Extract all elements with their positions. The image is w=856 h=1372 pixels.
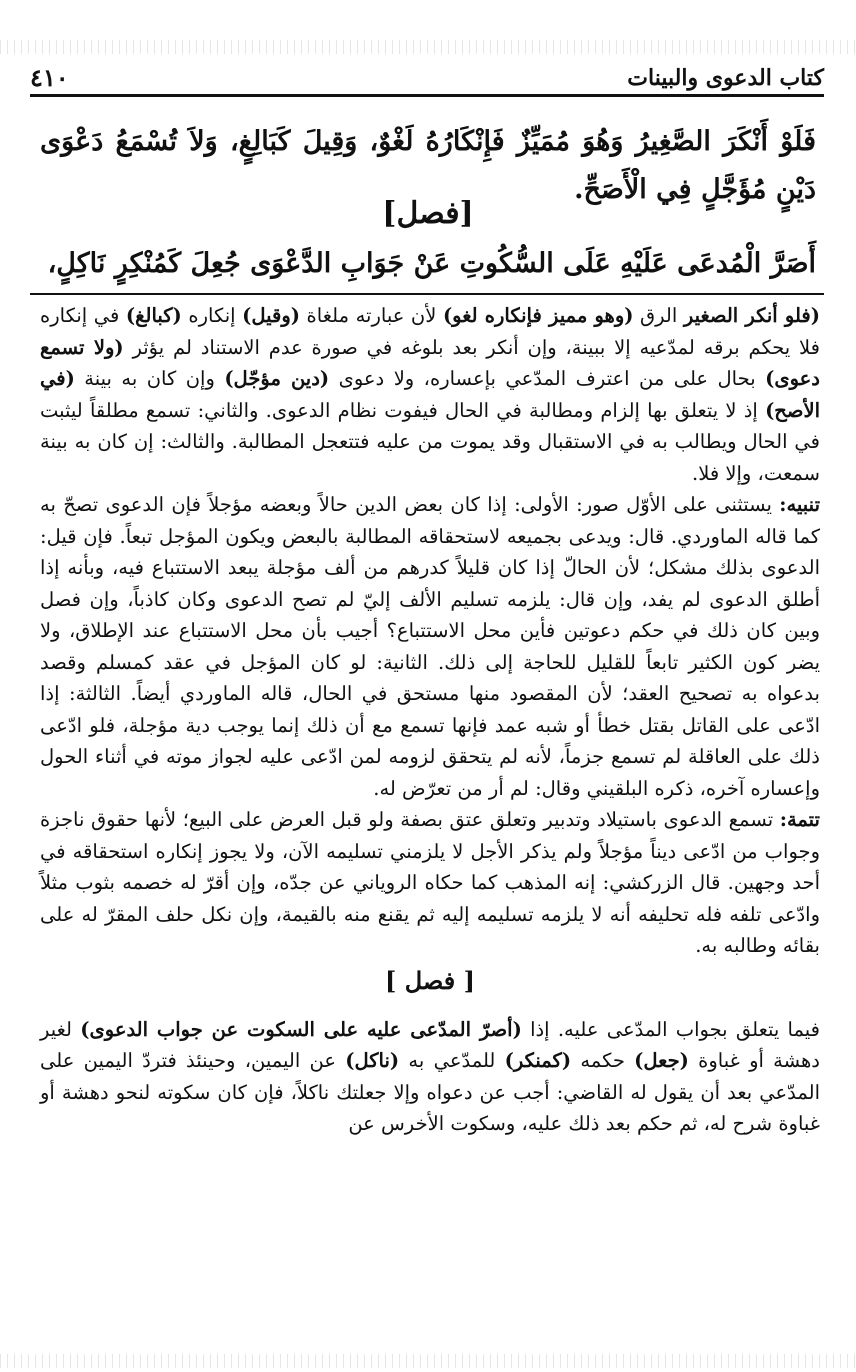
text-segment: يستثنى على الأوّل صور: الأولى: إذا كان بعض الدين حالاً وبعضه مؤجلاً فإن الدعوى تصحّ به كما قاله الماوردي. قال: ويدعى بجميعه لاستحقاقه المطالبة بالبعض ويكون المؤجل تبعاً. فإن قيل: الدعوى بذلك مشكل؛ لأن الحالّ إذا كان قليلاً كدرهم من ألف مؤجلة يبعد الاستتباع فيه، وبأنه إذا أطلق الدعوى لم يفد، وإن قال: يلزمه تسليم الألف إليّ لم تصح الدعوى وكان كاذباً، وإن فصل وبين كان ذلك في حكم دعوتين فأين محل الاستتباع؟ أجيب بأن محل الاستتباع عند الإطلاق، ولا يضر كون الكثير تابعاً للقليل للحاجة إلى ذلك. الثانية: لو كان المؤجل في عقد كمسلم وقصد بدعواه به تصحيح العقد؛ لأن المقصود منها مستحق في الحال، قاله الماوردي أيضاً. الثالثة: إذا ادّعى على القاتل بقتل خطأ أو شبه عمد فإنها تسمع مع أن ذلك إنما يوجب دية مؤجلة، فلو ادّعى ذلك على العاقلة لم تسمع جزماً، لأنه لم يتحقق لزومه لمن ادّعى عليه لجواز موته في أثناء الحول وإعساره آخره، ذكره البلقيني وقال: لم أر من تعرّض له. [40, 493, 820, 800]
commentary-paragraph-4 [40, 1014, 820, 1140]
spacer [40, 1000, 820, 1014]
text-segment: وإن كان به بينة [74, 367, 225, 390]
bold-segment: (كبالغ) [125, 304, 182, 327]
text-segment: الرق [633, 304, 684, 327]
bold-segment: تنبيه: [779, 493, 820, 516]
page-number: ٤١٠ [30, 63, 69, 92]
text-segment: فيما يتعلق بجواب المدّعى عليه. إذا [521, 1017, 820, 1041]
bold-segment: (دين مؤجّل) [224, 367, 330, 390]
text-segment: لغير دهشة أو غباوة [40, 1017, 820, 1072]
bold-segment: (ولا تسمع دعوى) [40, 335, 820, 390]
bold-segment: (فلو أنكر الصغير [683, 304, 820, 327]
text-segment: للمدّعي به [399, 1049, 505, 1072]
text-segment: لأن عبارته ملغاة [299, 304, 443, 327]
bold-segment: (أصرّ المدّعى عليه على السكوت عن جواب الدعوى) [80, 1017, 522, 1041]
fasl-subheading: [ فصل ] [385, 965, 475, 995]
page-header [30, 60, 824, 97]
scan-noise-top [0, 40, 856, 54]
text-segment: حكمه [571, 1049, 635, 1072]
bold-segment: (وهو مميز فإنكاره لغو) [442, 304, 634, 327]
commentary-paragraph-2 [40, 489, 820, 804]
text-segment: تسمع الدعوى باستيلاد وتدبير وتعلق عتق بصفة ولو قبل العرض على البيع؛ لأنها حقوق ناجزة وجواب من ادّعى ديناً مؤجلاً ولم يذكر الأجل لا يلزمني تسليمه الآن، ولا يجوز إنكاره استحقاقه في أحد وجهين. قال الزركشي: إنه المذهب كما حكاه الروياني عن جدّه، وإن أقرّ له خصمه بثوب مثلاً وادّعى تلفه فله تحليفه أنه لا يلزمه تسليمه إليه ثم يقنع منه بالقيمة، وإن نكل حلف المقرّ له على بقائه وطالبه به. [40, 808, 820, 957]
text-segment: إنكاره [181, 304, 243, 327]
scan-noise-bottom [0, 1354, 856, 1368]
matn-text-1: فَلَوْ أَنْكَرَ الصَّغِيرُ وَهُوَ مُمَيِّزٌ فَإِنْكَارُهُ لَغْوٌ، وَقِيلَ كَبَالِغٍ، وَلاَ تُسْمَعُ دَعْوَى دَيْنٍ مُؤَجَّلٍ فِي الْأَصَحِّ. [40, 126, 816, 205]
commentary-paragraph-3 [40, 804, 820, 962]
bold-segment: (في الأصح) [40, 367, 820, 422]
commentary-paragraph-1 [40, 300, 820, 489]
commentary [40, 300, 820, 1140]
bold-segment: تتمة: [779, 808, 820, 831]
text-segment: بحال على من اعترف المدّعي بإعساره، ولا دعوى [329, 367, 766, 390]
bold-segment: (جعل) [634, 1049, 689, 1072]
text-segment: إذ لا يتعلق بها إلزام ومطالبة في الحال فيفوت نظام الدعوى. والثاني: تسمع مطلقاً ليثبت في الحال ويطالب به في الاستقبال وقد يموت من عليه فتتعجل المطالبة. والثالث: إن كان به بينة سمعت، وإلا فلا. [40, 398, 820, 485]
text-segment: عن اليمين، وحينئذ فتردّ اليمين على المدّعي بعد أن يقول له القاضي: أجب عن دعواه وإلا جعلتك ناكلاً، فإن كان سكوته لنحو دهشة أو غباوة شرح له، ثم حكم بعد ذلك عليه، وسكوت الأخرس عن [40, 1049, 820, 1135]
bold-segment: (كمنكر) [504, 1049, 572, 1072]
bold-segment: (وقيل) [242, 304, 300, 327]
fasl-heading: [فصل] [382, 196, 474, 231]
separator-line [30, 293, 824, 295]
matn-text-2: أَصَرَّ الْمُدعَى عَلَيْهِ عَلَى السُّكُوتِ عَنْ جَوَابِ الدَّعْوَى جُعِلَ كَمُنْكِرٍ نَاكِلٍ، [47, 248, 816, 279]
bold-segment: (ناكل) [345, 1049, 400, 1072]
text-segment: في إنكاره فلا يحكم برقه لمدّعيه إلا ببينة، وإن أنكر بعد بلوغه في صورة عدم الاستناد لم يؤثر [40, 304, 820, 359]
book-title: كتاب الدعوى والبينات [627, 65, 824, 91]
